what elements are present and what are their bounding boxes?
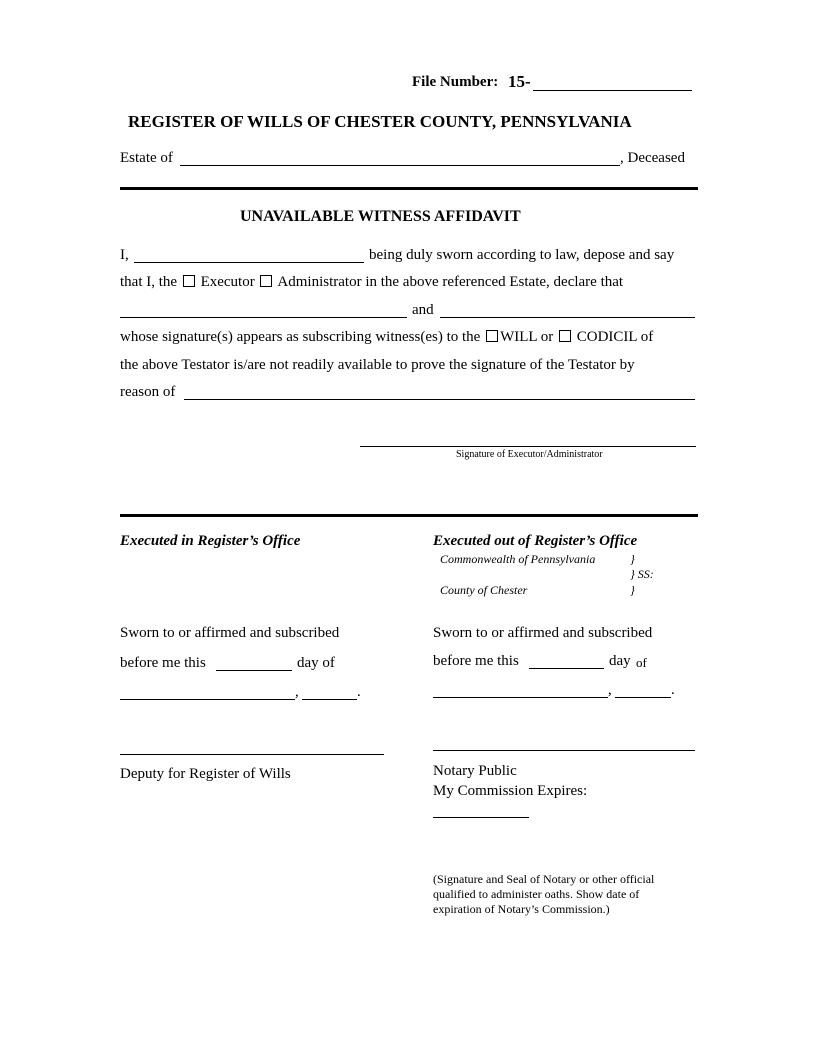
left-before-me: before me this	[120, 655, 206, 671]
executor-option: Executor	[200, 274, 255, 290]
right-heading: Executed out of Register’s Office	[433, 533, 638, 549]
right-comma: ,	[608, 682, 612, 698]
executor-checkbox[interactable]	[183, 275, 195, 287]
executor-signature-line[interactable]	[360, 430, 696, 447]
left-heading: Executed in Register’s Office	[120, 533, 301, 549]
administrator-option: Administrator	[277, 274, 362, 290]
line2-end: in the above referenced Estate, declare that	[365, 274, 624, 290]
notary-note-line1: (Signature and Seal of Notary or other official	[433, 872, 655, 886]
and-word: and	[412, 302, 434, 318]
deputy-label: Deputy for Register of Wills	[120, 766, 291, 782]
estate-name-field[interactable]	[180, 150, 620, 166]
notary-label: Notary Public	[433, 763, 517, 779]
section-divider	[120, 514, 698, 517]
deceased-label: , Deceased	[620, 150, 685, 166]
line5: the above Testator is/are not readily available to prove the signature of the Testator by	[120, 357, 635, 373]
brace-bottom: }	[630, 583, 635, 597]
right-of-label: of	[636, 655, 647, 670]
county-label: County of Chester	[440, 583, 528, 597]
line2	[120, 274, 623, 291]
left-year-field[interactable]	[302, 684, 357, 700]
line4-start: whose signature(s) appears as subscribing witness(es) to the	[120, 329, 481, 345]
right-before-me: before me this	[433, 653, 519, 669]
right-period: .	[671, 682, 675, 698]
file-number-field[interactable]	[533, 74, 692, 91]
deputy-signature-line[interactable]	[120, 738, 384, 755]
affidavit-title: UNAVAILABLE WITNESS AFFIDAVIT	[240, 208, 521, 225]
administrator-checkbox[interactable]	[260, 275, 272, 287]
line1-start: I,	[120, 247, 129, 263]
left-day-field[interactable]	[216, 655, 292, 671]
right-day-field[interactable]	[529, 653, 604, 669]
right-day-label: day	[609, 653, 631, 669]
reason-label: reason of	[120, 384, 176, 400]
notary-signature-line[interactable]	[433, 734, 695, 751]
left-sworn-line: Sworn to or affirmed and subscribed	[120, 625, 340, 641]
witness1-field[interactable]	[120, 302, 407, 318]
right-month-field[interactable]	[433, 682, 608, 698]
codicil-checkbox[interactable]	[559, 330, 571, 342]
register-title: REGISTER OF WILLS OF CHESTER COUNTY, PENNSYLVANIA	[128, 112, 632, 131]
notary-note-line3: expiration of Notary’s Commission.)	[433, 902, 610, 916]
affiant-name-field[interactable]	[134, 247, 364, 263]
right-year-field[interactable]	[615, 682, 671, 698]
signature-caption: Signature of Executor/Administrator	[456, 449, 603, 460]
left-period: .	[357, 684, 361, 700]
file-number-prefix: 15-	[508, 72, 531, 91]
line1-end: being duly sworn according to law, depose and say	[369, 247, 675, 263]
reason-field[interactable]	[184, 384, 695, 400]
file-number-label: File Number:	[412, 74, 499, 90]
commonwealth-label: Commonwealth of Pennsylvania	[440, 552, 596, 566]
line4	[120, 329, 653, 346]
header-divider	[120, 187, 698, 190]
will-checkbox[interactable]	[486, 330, 498, 342]
left-day-of: day of	[297, 655, 335, 671]
commission-label: My Commission Expires:	[433, 783, 588, 799]
right-sworn-line: Sworn to or affirmed and subscribed	[433, 625, 653, 641]
notary-note-line2: qualified to administer oaths. Show date of	[433, 887, 640, 901]
codicil-option: CODICIL	[576, 329, 638, 345]
brace-top: }	[630, 552, 635, 566]
ss-label: } SS:	[630, 567, 654, 581]
line4-end: of	[640, 329, 654, 345]
commission-expiry-field[interactable]	[433, 802, 529, 818]
line2-start: that I, the	[120, 274, 178, 290]
left-comma: ,	[295, 684, 299, 700]
or-word: or	[540, 329, 554, 345]
will-option: WILL	[500, 329, 538, 345]
left-month-field[interactable]	[120, 684, 295, 700]
estate-label: Estate of	[120, 150, 173, 166]
witness2-field[interactable]	[440, 302, 695, 318]
